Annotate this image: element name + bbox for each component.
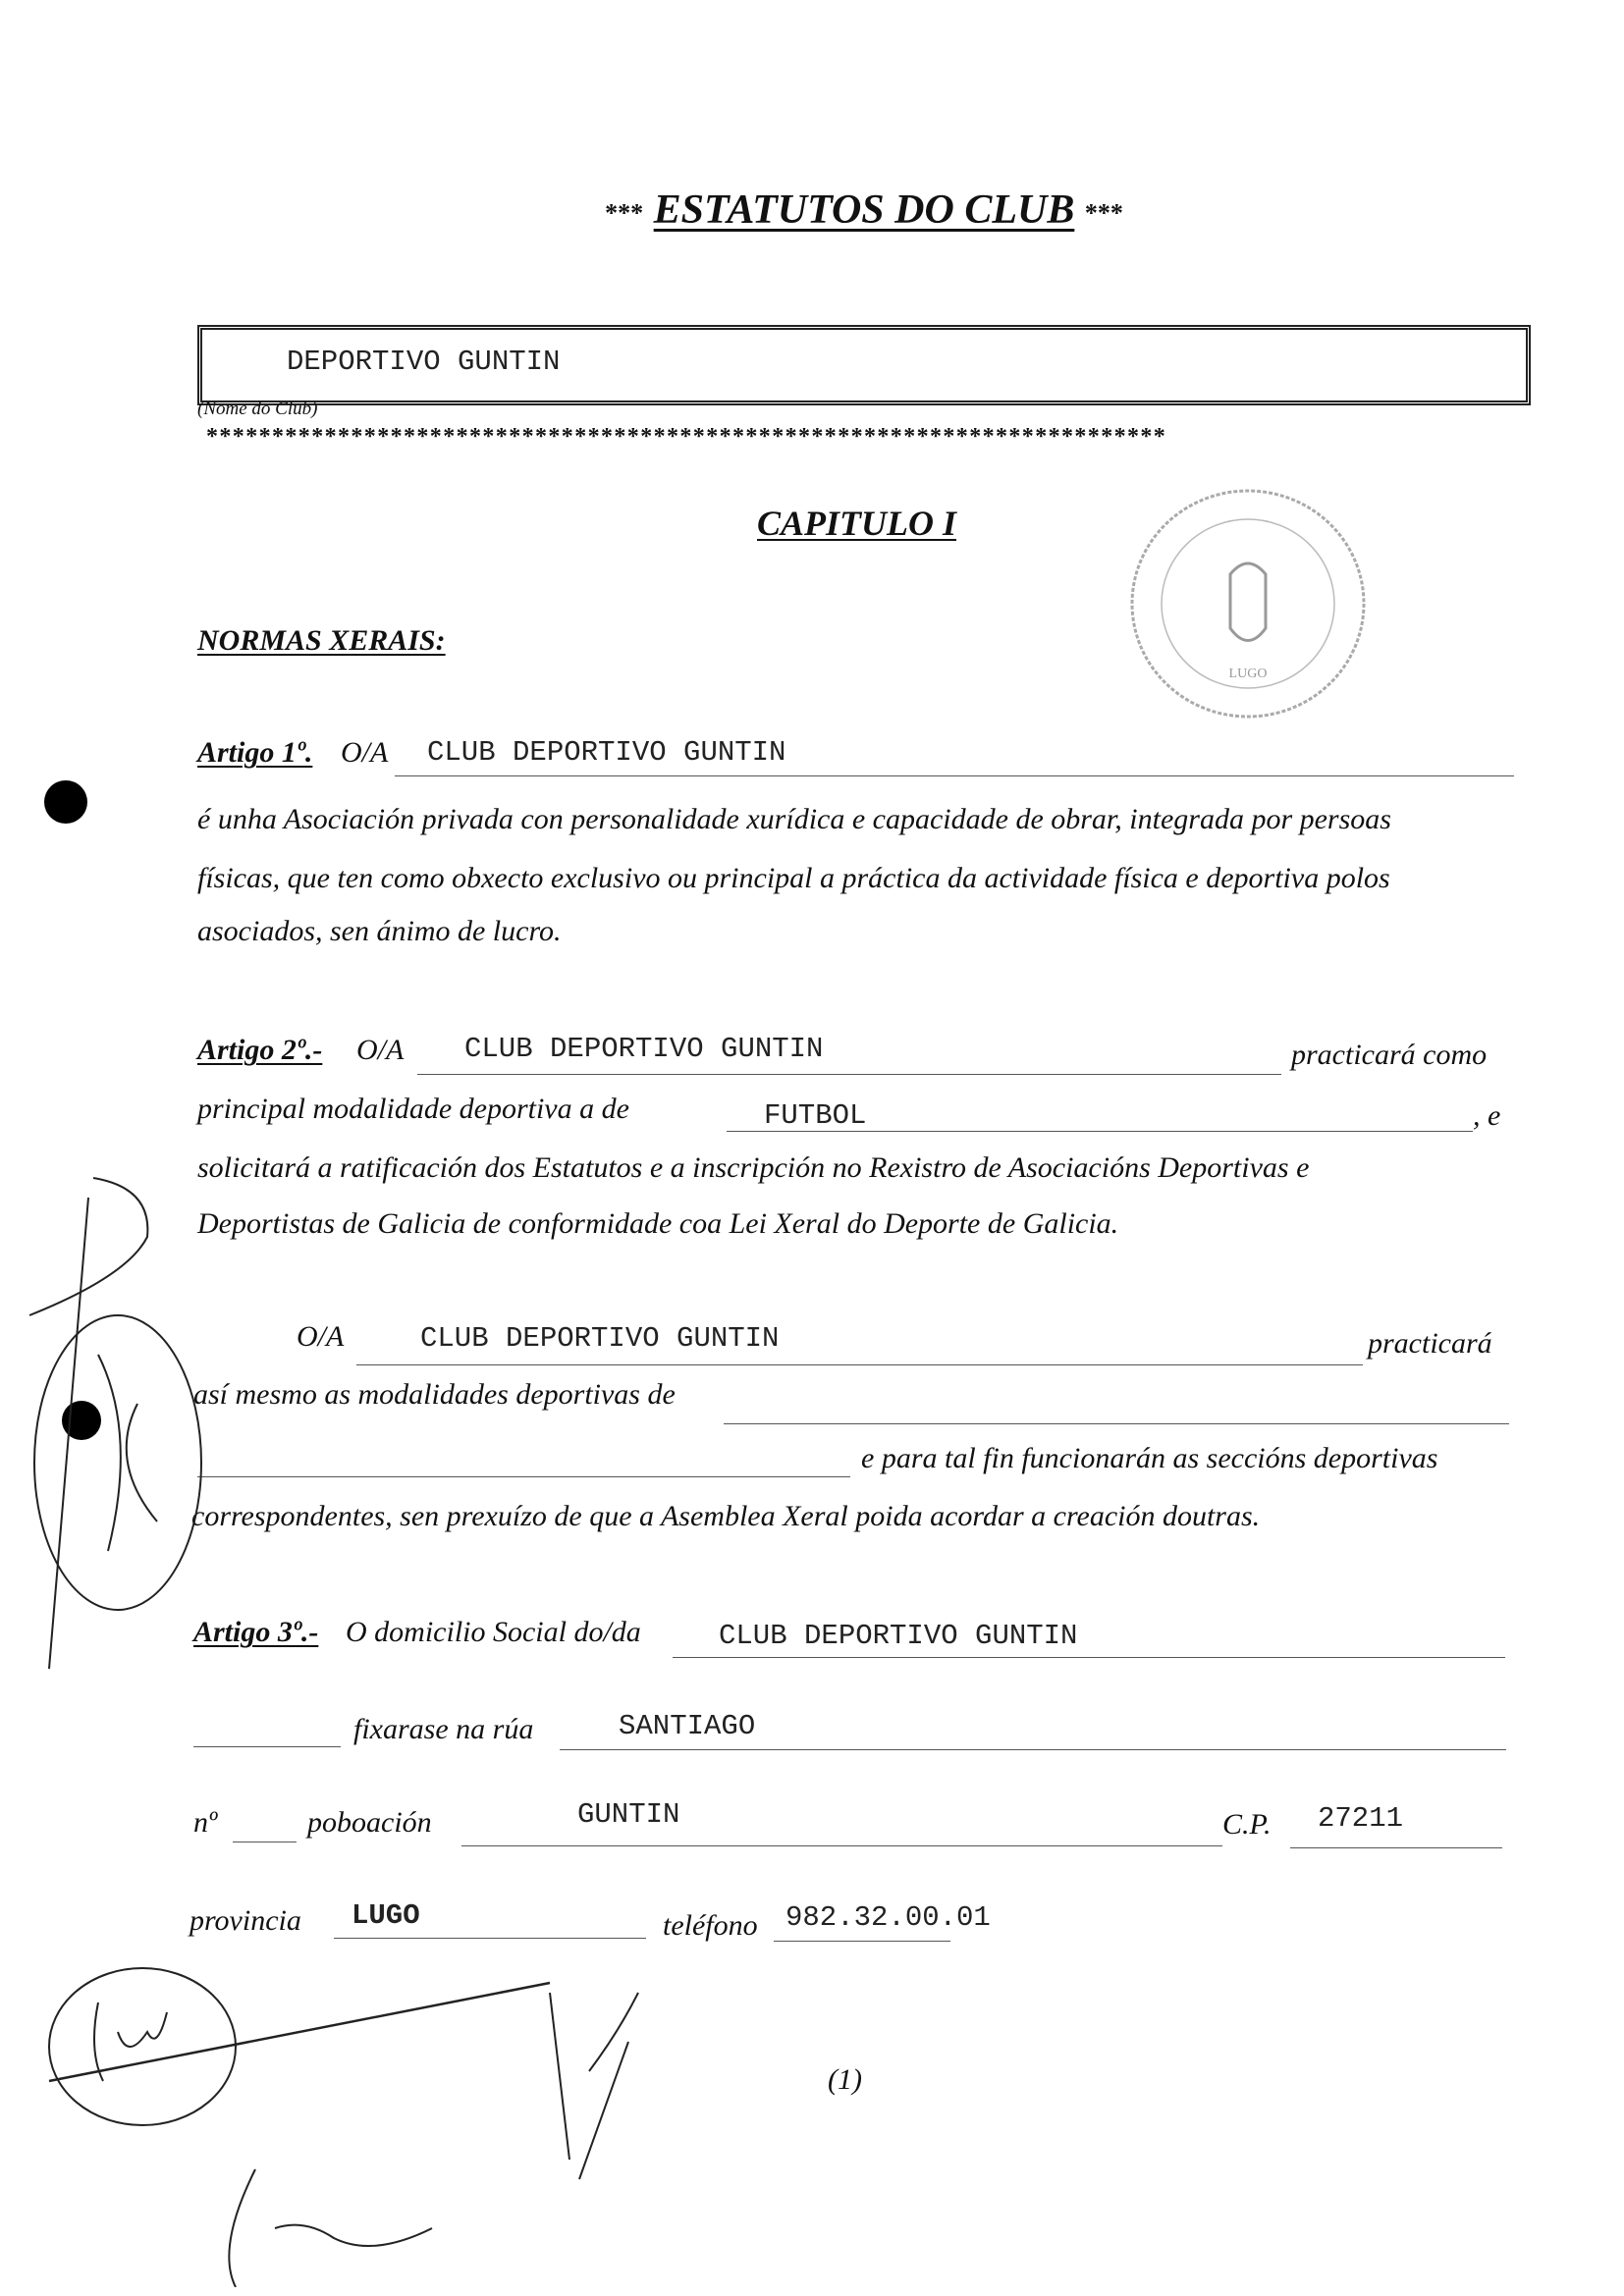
art2-p2-club-line	[356, 1364, 1363, 1365]
art2-p2-line: e para tal fin funcionarán as seccións deportivas	[861, 1442, 1438, 1474]
art1-line: físicas, que ten como obxecto exclusivo ou principal a práctica da actividade física e deportiva polos	[197, 862, 1390, 894]
chapter-heading: CAPITULO I	[757, 504, 957, 543]
art3-rua-line	[560, 1749, 1506, 1750]
art3-provincia: LUGO	[352, 1899, 420, 1932]
art2-modalidade: FUTBOL	[764, 1099, 867, 1132]
title-stars-left: ***	[605, 198, 644, 228]
art3-telefono-label: teléfono	[663, 1909, 758, 1942]
art3-cp-label: C.P.	[1222, 1808, 1272, 1841]
art3-rua: SANTIAGO	[619, 1710, 756, 1742]
asterisk-separator: *************************************************************************	[206, 424, 1167, 450]
art3-club-line	[673, 1657, 1505, 1658]
title-text: ESTATUTOS DO CLUB	[653, 187, 1075, 233]
art2-p2-modalidades-line	[724, 1423, 1509, 1424]
bottom-signatures	[39, 1953, 727, 2287]
art3-blank-line	[193, 1746, 341, 1747]
art2-oa: O/A	[356, 1034, 405, 1066]
art3-provincia-line	[334, 1938, 646, 1939]
art3-label: Artigo 3º.-	[193, 1616, 319, 1648]
page-number: (1)	[828, 2063, 862, 2096]
art1-line: asociados, sen ánimo de lucro.	[197, 915, 562, 947]
club-name-value: DEPORTIVO GUNTIN	[287, 346, 561, 378]
art2-p2-modalidades-line2	[197, 1476, 850, 1477]
art2-p2-club: CLUB DEPORTIVO GUNTIN	[420, 1322, 780, 1355]
art3-club: CLUB DEPORTIVO GUNTIN	[719, 1620, 1078, 1652]
art2-p2-line: así mesmo as modalidades deportivas de	[193, 1378, 676, 1411]
art3-domicilio-label: O domicilio Social do/da	[346, 1616, 641, 1648]
document-title	[0, 187, 1624, 234]
art3-fixarase-label: fixarase na rúa	[353, 1713, 534, 1745]
art3-cp: 27211	[1318, 1802, 1404, 1835]
art1-club: CLUB DEPORTIVO GUNTIN	[427, 736, 786, 769]
art3-poboacion-line	[461, 1845, 1222, 1846]
art1-club-line	[395, 775, 1514, 776]
margin-signature	[0, 1158, 255, 1669]
art3-telefono-line	[774, 1941, 950, 1942]
art1-oa: O/A	[341, 736, 389, 769]
art3-numero-label: nº	[193, 1806, 218, 1839]
art2-club: CLUB DEPORTIVO GUNTIN	[464, 1033, 824, 1065]
art2-club-line	[417, 1074, 1281, 1075]
punch-hole	[44, 780, 87, 824]
art2-label: Artigo 2º.-	[197, 1034, 323, 1066]
art1-label: Artigo 1º.	[197, 736, 313, 769]
art2-line: solicitará a ratificación dos Estatutos e a inscripción no Rexistro de Asociacións Deportivas e	[197, 1151, 1310, 1184]
club-name-caption: (Nome do Club)	[197, 399, 318, 419]
stamp-city: LUGO	[1228, 667, 1268, 681]
art3-cp-line	[1290, 1847, 1502, 1848]
art2-p2-practicara: practicará	[1368, 1327, 1492, 1360]
art2-p2-line: correspondentes, sen prexuízo de que a Asemblea Xeral poida acordar a creación doutras.	[191, 1500, 1261, 1532]
official-stamp	[1119, 481, 1377, 726]
section-heading: NORMAS XERAIS:	[197, 624, 446, 657]
title-stars-right: ***	[1084, 198, 1123, 228]
art3-provincia-label: provincia	[189, 1904, 301, 1937]
art2-practicara-como: practicará como	[1291, 1039, 1488, 1071]
art1-line: é unha Asociación privada con personalidade xurídica e capacidade de obrar, integrada por persoas	[197, 803, 1391, 835]
art3-poboacion: GUNTIN	[577, 1798, 680, 1831]
art3-telefono: 982.32.00.01	[785, 1901, 991, 1934]
art2-p2-oa: O/A	[297, 1320, 345, 1353]
art2-modalidade-prefix: principal modalidade deportiva a de	[197, 1093, 629, 1125]
art2-modalidade-suffix: , e	[1473, 1099, 1501, 1132]
art2-line: Deportistas de Galicia de conformidade coa Lei Xeral do Deporte de Galicia.	[197, 1207, 1119, 1240]
art3-poboacion-label: poboación	[307, 1806, 432, 1839]
